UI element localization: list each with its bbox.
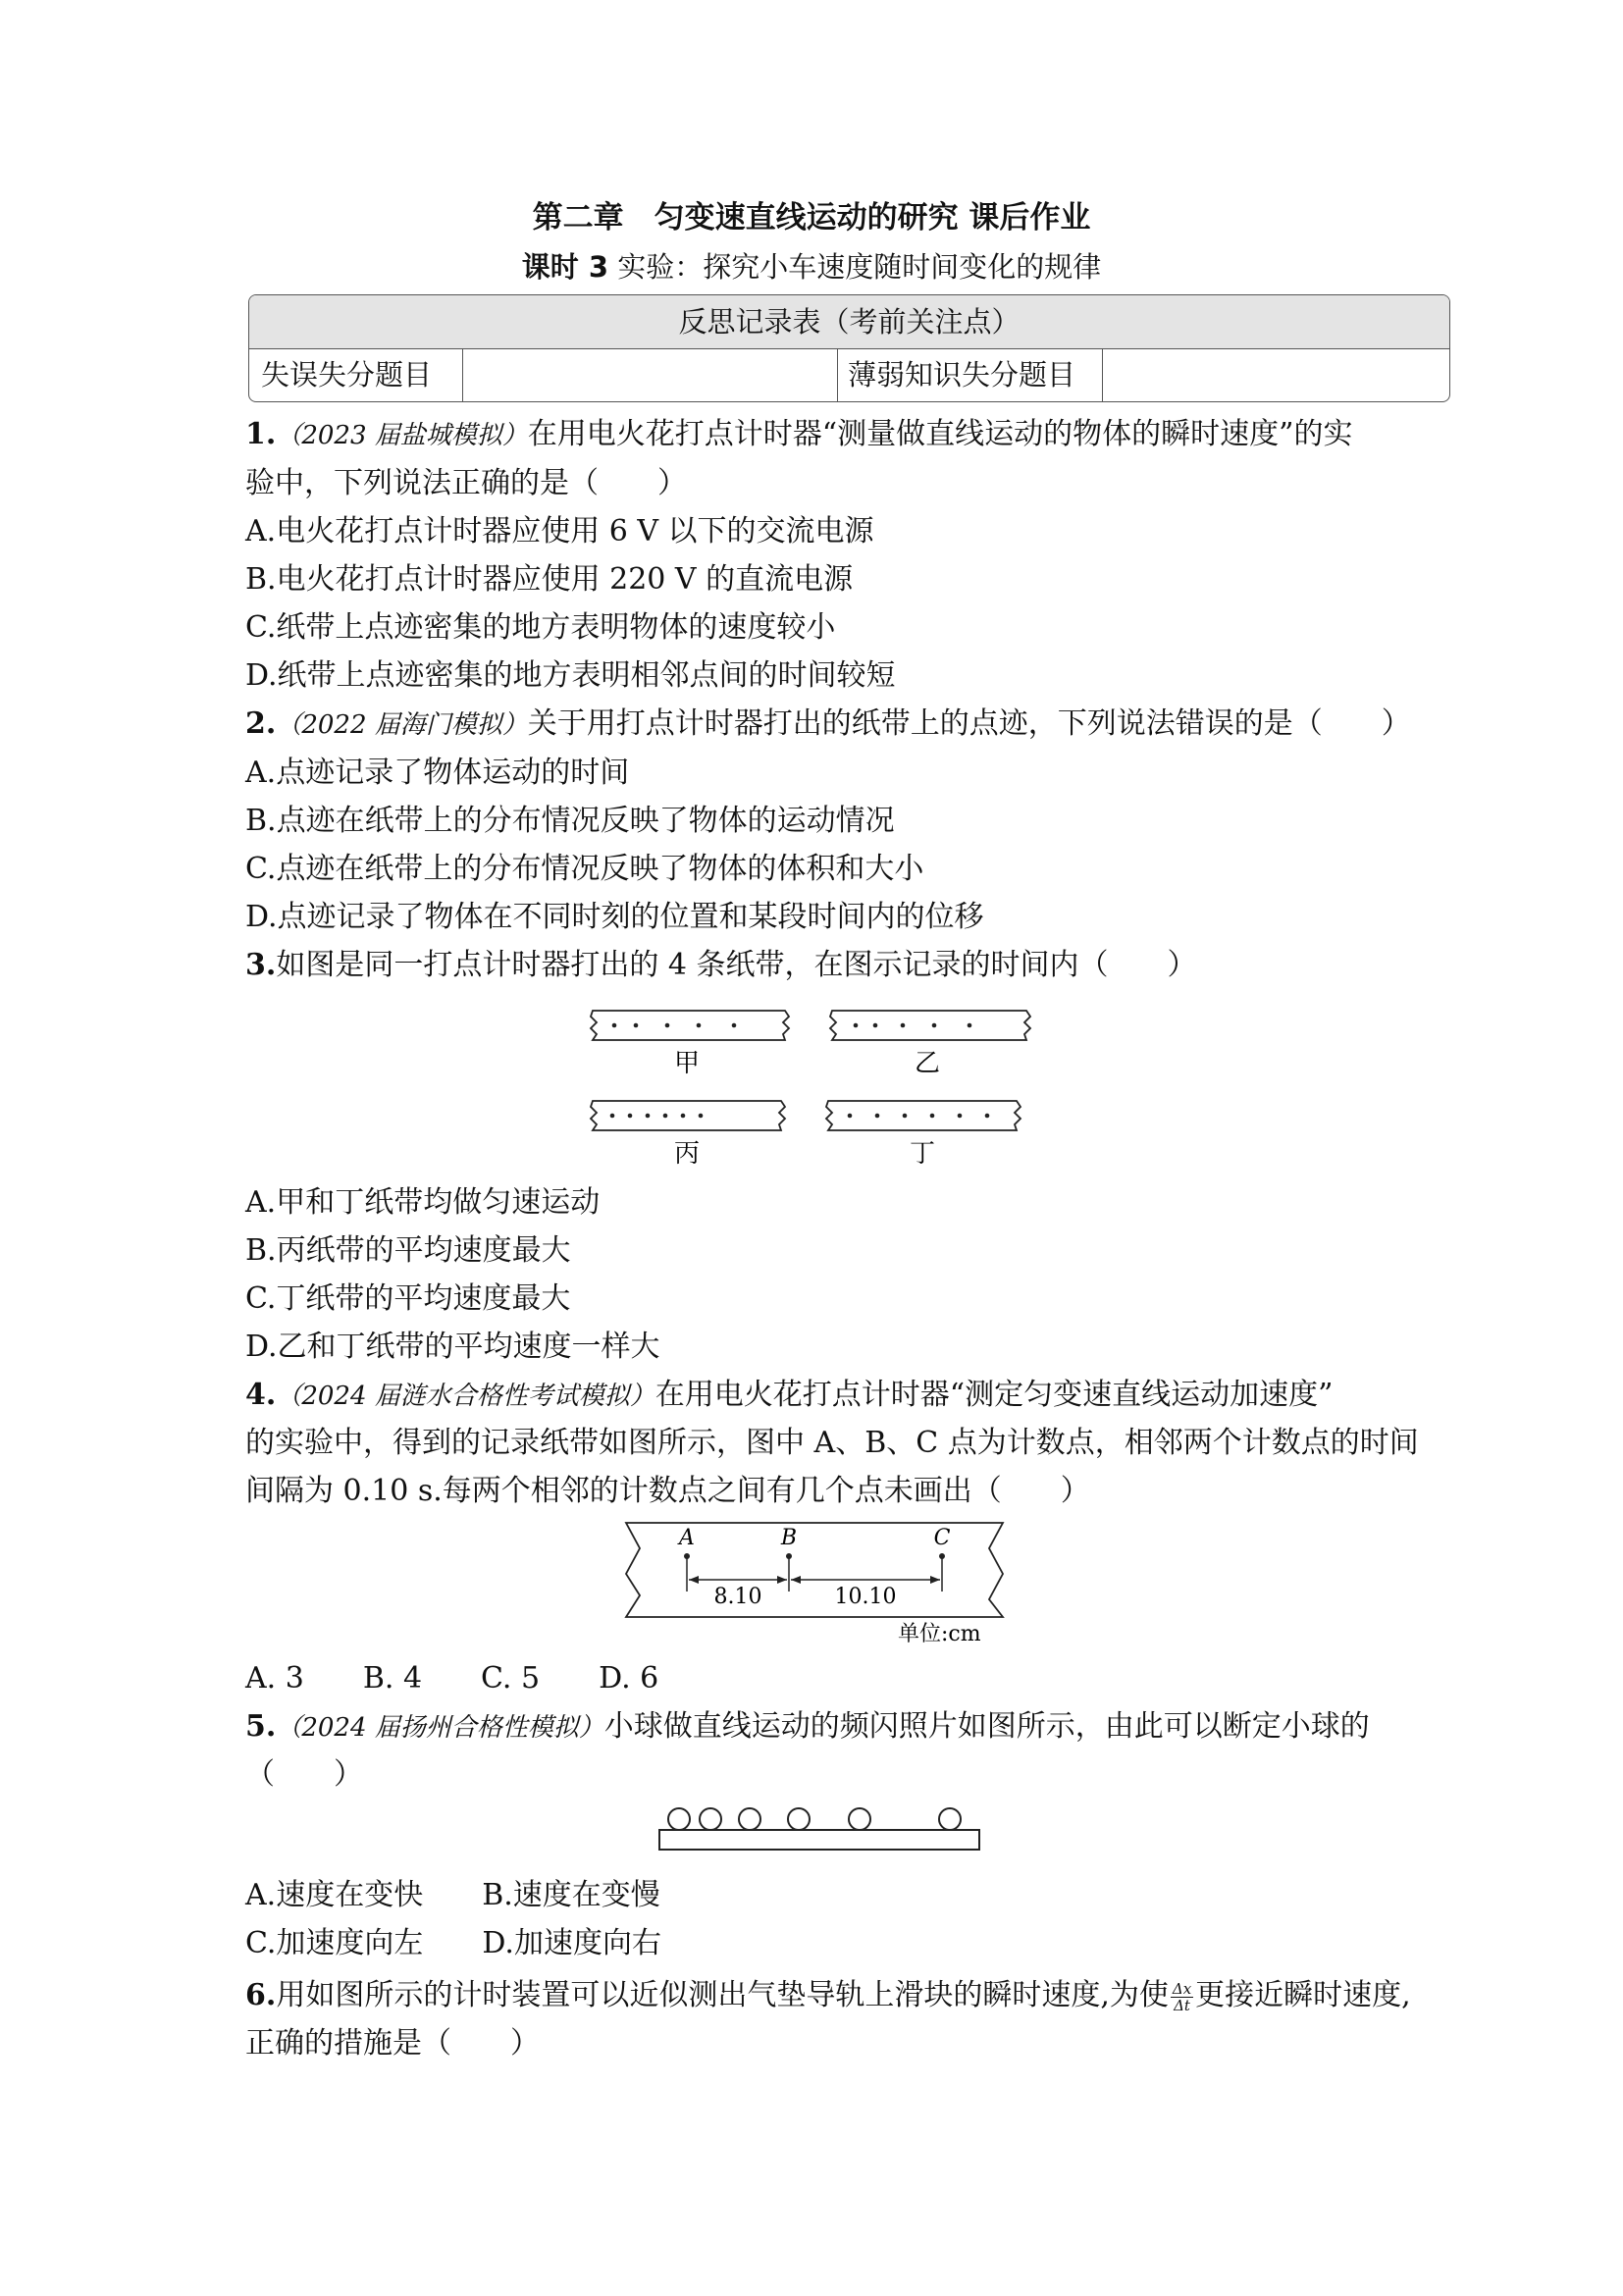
q3-option-b: B.丙纸带的平均速度最大: [245, 1233, 571, 1268]
tape-ding: [826, 1101, 1021, 1169]
q4-options: [245, 1659, 658, 1698]
q4-option-d: D. 6: [599, 1661, 659, 1696]
q6-fraction-numerator: Δx: [1172, 1979, 1192, 1998]
q4-number: 4.: [245, 1378, 277, 1412]
q3-option-c: C.丁纸带的平均速度最大: [245, 1281, 571, 1316]
q6-stem: [245, 1976, 1411, 2015]
q2-stem-text: 关于用打点计时器打出的纸带上的点迹，下列说法错误的是（ ）: [527, 706, 1411, 741]
dot: [873, 1023, 878, 1028]
tape-yi: [830, 1011, 1030, 1078]
q5-stem-text: 小球做直线运动的频闪照片如图所示，由此可以断定小球的: [603, 1709, 1370, 1744]
tape-label-jia: 甲: [673, 1049, 701, 1078]
dot: [968, 1023, 972, 1028]
q3-option-a: A.甲和丁纸带均做匀速运动: [245, 1185, 601, 1220]
q2-stem: [245, 704, 1411, 745]
q5-options-row1: [245, 1876, 660, 1915]
q1-number: 1.: [245, 417, 277, 451]
reflection-table: [248, 294, 1450, 402]
q4-tape-figure: [618, 1519, 1011, 1648]
q4-stem-text: 在用电火花打点计时器“测定匀变速直线运动加速度”: [654, 1378, 1334, 1412]
lesson-number: 课时 3: [521, 250, 609, 284]
chapter-title: 第二章 匀变速直线运动的研究 课后作业: [532, 200, 1091, 235]
q4-option-b: B. 4: [362, 1661, 423, 1696]
q3-number: 3.: [245, 948, 277, 982]
q4-option-c: C. 5: [481, 1661, 541, 1696]
dot: [848, 1114, 853, 1119]
dimension-ab: [689, 1576, 787, 1609]
distance-ab: 8.10: [713, 1585, 762, 1609]
q1-option-d: D.纸带上点迹密集的地方表明相邻点间的时间较短: [245, 658, 896, 693]
ball: [700, 1808, 721, 1830]
label-c: C: [933, 1526, 951, 1550]
q2-option-d: D.点迹记录了物体在不同时刻的位置和某段时间内的位移: [245, 900, 984, 934]
q5-stem: [245, 1707, 1370, 1748]
mistake-label: 失误失分题目: [249, 348, 463, 402]
lesson-title: [0, 245, 1623, 286]
dot: [930, 1114, 935, 1119]
dot: [958, 1114, 963, 1119]
q5-stem-line2: （ ）: [245, 1757, 363, 1792]
track: [659, 1830, 979, 1850]
dot: [634, 1023, 639, 1028]
q5-number: 5.: [245, 1709, 277, 1744]
dot: [665, 1023, 670, 1028]
label-a: A: [679, 1526, 695, 1550]
q4-stem-line2: 的实验中，得到的记录纸带如图所示，图中 A、B、C 点为计数点，相邻两个计数点的时间: [245, 1426, 1419, 1460]
q1-option-b: B.电火花打点计时器应使用 220 V 的直流电源: [245, 562, 854, 597]
tape-label-bing: 丙: [673, 1139, 701, 1169]
label-b: B: [780, 1526, 798, 1550]
q1-stem: [245, 415, 1352, 455]
tape-bing: [591, 1101, 785, 1169]
weak-knowledge-label: 薄弱知识失分题目: [838, 348, 1103, 402]
dot: [610, 1114, 615, 1119]
q5-option-c: C.加速度向左: [245, 1926, 424, 1960]
q5-options-row2: [245, 1924, 661, 1963]
q3-stem: [245, 946, 1197, 985]
q5-strobe-figure: [655, 1803, 985, 1862]
ball: [849, 1808, 870, 1830]
q6-stem-pre: 用如图所示的计时装置可以近似测出气垫导轨上滑块的瞬时速度,为使: [276, 1978, 1169, 2012]
q1-source: （2023 届盐城模拟）: [276, 421, 528, 450]
tape-label-ding: 丁: [909, 1139, 936, 1169]
q3-option-d: D.乙和丁纸带的平均速度一样大: [245, 1330, 660, 1364]
q1-option-a: A.电火花打点计时器应使用 6 V 以下的交流电源: [245, 514, 874, 548]
ball: [668, 1808, 690, 1830]
dot: [697, 1023, 702, 1028]
q1-stem-text: 在用电火花打点计时器“测量做直线运动的物体的瞬时速度”的实: [527, 417, 1353, 451]
q4-stem: [245, 1376, 1333, 1416]
q3-stem-text: 如图是同一打点计时器打出的 4 条纸带，在图示记录的时间内（ ）: [276, 948, 1197, 982]
q6-fraction-denominator: Δt: [1174, 1996, 1190, 2014]
dot: [985, 1114, 990, 1119]
q6-number: 6.: [245, 1978, 277, 2012]
dot: [903, 1114, 908, 1119]
lesson-name: 实验：探究小车速度随时间变化的规律: [617, 250, 1102, 284]
dot: [681, 1114, 686, 1119]
weak-knowledge-value[interactable]: [1103, 348, 1450, 402]
q1-option-c: C.纸带上点迹密集的地方表明物体的速度较小: [245, 610, 836, 645]
q5-source: （2024 届扬州合格性模拟）: [276, 1713, 604, 1743]
ball: [939, 1808, 961, 1830]
dot: [612, 1023, 617, 1028]
q1-stem-line2: 验中，下列说法正确的是（ ）: [245, 466, 687, 500]
q2-option-b: B.点迹在纸带上的分布情况反映了物体的运动情况: [245, 804, 895, 838]
dot: [646, 1114, 651, 1119]
ball: [788, 1808, 810, 1830]
dot: [628, 1114, 633, 1119]
unit-label: 单位:cm: [898, 1622, 981, 1646]
q2-option-a: A.点迹记录了物体运动的时间: [245, 756, 630, 790]
dot: [932, 1023, 937, 1028]
q5-option-a: A.速度在变快: [245, 1878, 424, 1912]
q4-stem-line3: 间隔为 0.10 s.每两个相邻的计数点之间有几个点未画出（ ）: [245, 1474, 1090, 1508]
dot: [901, 1023, 906, 1028]
reflection-table-title: 反思记录表（考前关注点）: [249, 295, 1449, 349]
q6-fraction: [1171, 1981, 1193, 2013]
dimension-bc: [791, 1576, 940, 1609]
dot: [699, 1114, 704, 1119]
tape-label-yi: 乙: [914, 1049, 941, 1078]
q6-stem-line2: 正确的措施是（ ）: [245, 2026, 540, 2061]
dot: [732, 1023, 737, 1028]
ball: [739, 1808, 760, 1830]
q4-source: （2024 届涟水合格性考试模拟）: [276, 1382, 655, 1411]
dot: [875, 1114, 880, 1119]
distance-bc: 10.10: [834, 1585, 897, 1609]
q2-option-c: C.点迹在纸带上的分布情况反映了物体的体积和大小: [245, 852, 924, 886]
q4-option-a: A. 3: [245, 1661, 304, 1696]
q2-source: （2022 届海门模拟）: [276, 710, 528, 740]
q5-option-d: D.加速度向右: [482, 1926, 661, 1960]
mistake-value[interactable]: [463, 348, 838, 402]
q5-option-b: B.速度在变慢: [482, 1878, 660, 1912]
q6-stem-post: 更接近瞬时速度,: [1195, 1978, 1411, 2012]
q3-tape-figure: [579, 1001, 1040, 1177]
dot: [854, 1023, 859, 1028]
q2-number: 2.: [245, 706, 277, 741]
tape-jia: [591, 1011, 789, 1078]
dot: [663, 1114, 668, 1119]
